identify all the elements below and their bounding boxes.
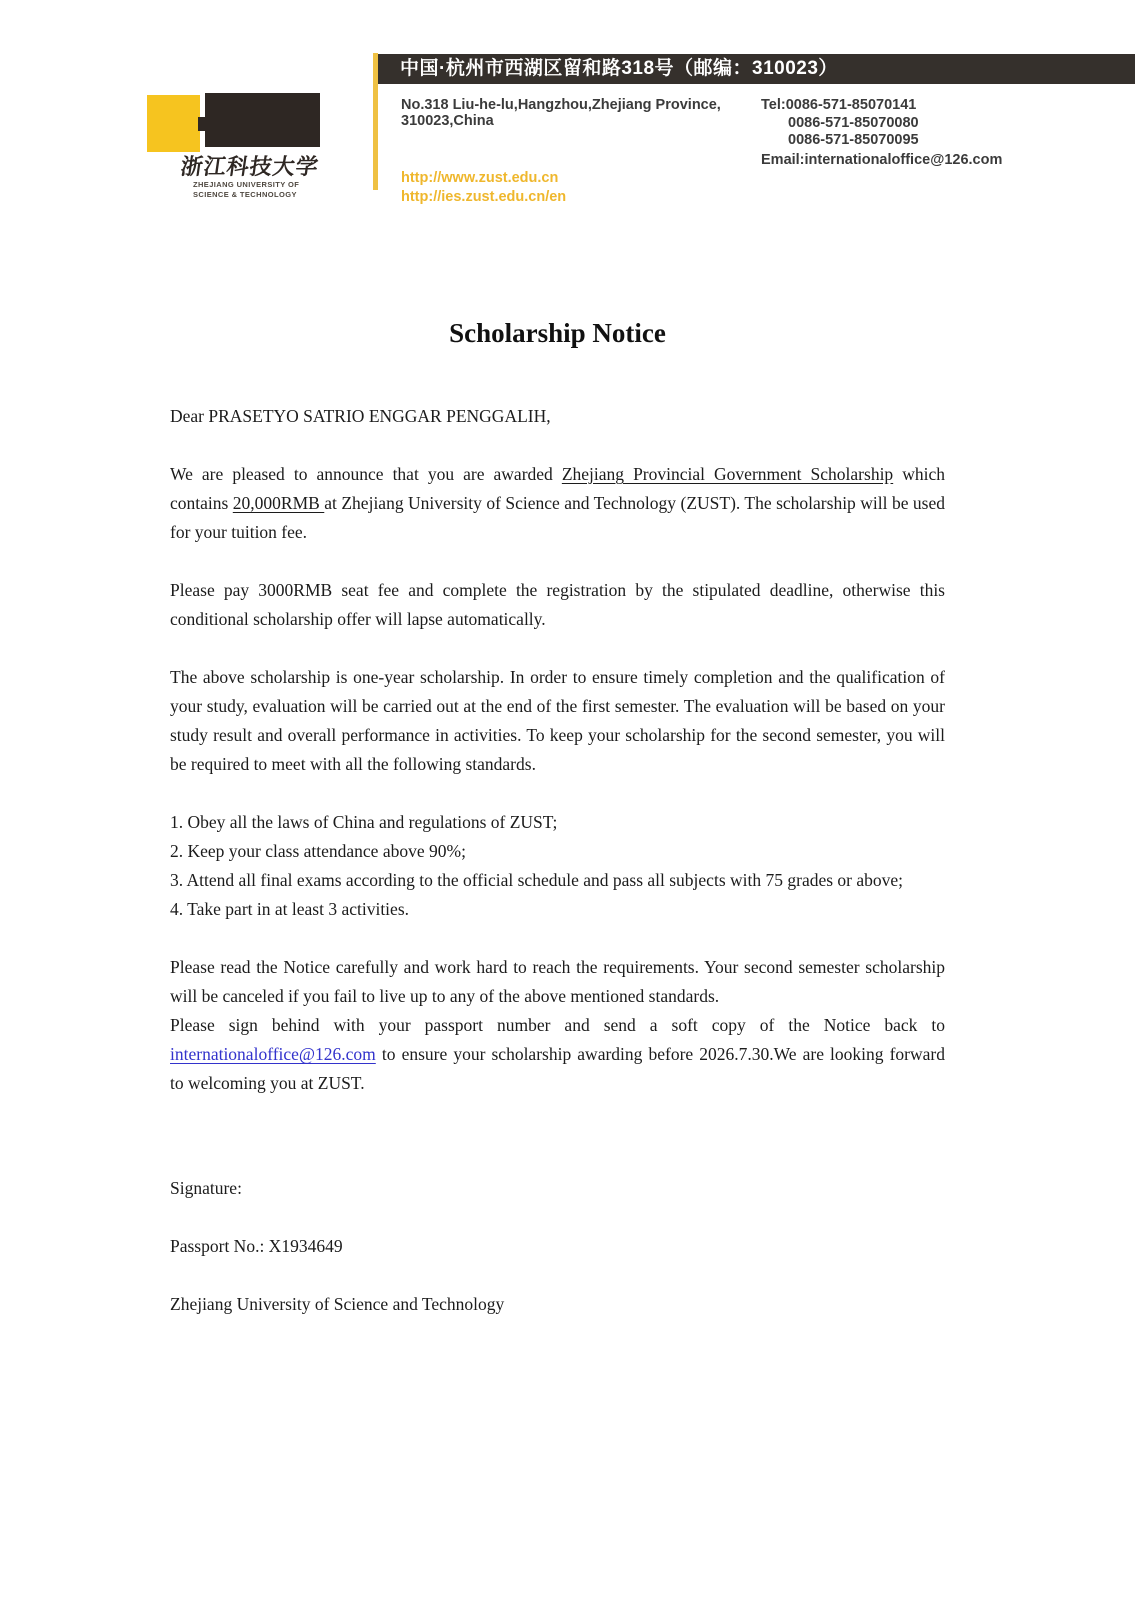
paragraph-award: [170, 460, 945, 547]
telephone-line1: Tel:0086-571-85070141: [761, 97, 917, 113]
award-text-tail: at Zhejiang University of Science and Technology (ZUST). The scholarship will be used for your tuition fee.: [170, 493, 945, 542]
university-name-english: [193, 180, 299, 199]
standard-item-2: 2. Keep your class attendance above 90%;: [170, 841, 466, 861]
english-address-line2: 310023,China: [401, 113, 494, 129]
university-name-chinese-calligraphy: 浙江科技大学: [179, 154, 321, 179]
english-address: [401, 97, 721, 129]
telephone-line3: 0086-571-85070095: [788, 132, 919, 148]
award-text-lead: We are pleased to announce that you are awarded: [170, 464, 562, 484]
paragraph-read-notice: Please read the Notice carefully and work hard to reach the requirements. Your second semester scholarship will be canceled if you fail to live up to any of the above mentioned standards.: [170, 957, 945, 1006]
university-name-english-line2: SCIENCE & TECHNOLOGY: [193, 189, 297, 199]
university-name-footer: Zhejiang University of Science and Technology: [170, 1294, 505, 1314]
logo-dark-block: [205, 93, 320, 147]
scholarship-name-underlined: Zhejiang Provincial Government Scholarship: [561, 464, 894, 484]
closing-paragraphs: [170, 953, 945, 1098]
scholarship-amount-underlined: 20,000RMB: [232, 493, 325, 513]
telephone-line2: 0086-571-85070080: [788, 114, 919, 131]
chinese-address-bar: 中国·杭州市西湖区留和路318号（邮编：310023）: [378, 54, 1135, 84]
letter-title: Scholarship Notice: [449, 318, 666, 348]
website-urls: [401, 169, 566, 207]
paragraph-seat-fee: Please pay 3000RMB seat fee and complete the registration by the stipulated deadline, otherwise this conditional scholarship offer will lapse automatically.: [170, 580, 945, 629]
passport-number: Passport No.: X1934649: [170, 1236, 343, 1256]
signature-label: Signature:: [170, 1178, 242, 1198]
standard-item-3: 3. Attend all final exams according to the official schedule and pass all subjects with 75 grades or above;: [170, 870, 904, 890]
letterhead-email: Email:internationaloffice@126.com: [761, 152, 1003, 168]
url-university-website: http://www.zust.edu.cn: [401, 170, 559, 186]
university-name-english-line1: ZHEJIANG UNIVERSITY OF: [193, 180, 300, 189]
standard-item-4: 4. Take part in at least 3 activities.: [170, 899, 410, 919]
standard-item-1: 1. Obey all the laws of China and regulations of ZUST;: [170, 812, 558, 832]
award-text-mid: which contains: [170, 464, 945, 513]
sign-text-lead: Please sign behind with your passport number and send a soft copy of the Notice back to: [170, 1015, 945, 1035]
telephone-block: [761, 97, 919, 150]
logo-yellow-block: [147, 95, 200, 152]
paragraph-sign-instruction: [170, 1011, 945, 1098]
standards-list: [170, 808, 945, 924]
sign-text-tail: to ensure your scholarship awarding before 2026.7.30.We are looking forward to welcoming you at ZUST.: [170, 1044, 945, 1093]
logo-dark-notch: [198, 117, 207, 131]
url-international-website: http://ies.zust.edu.cn/en: [401, 189, 567, 205]
english-address-line1: No.318 Liu-he-lu,Hangzhou,Zhejiang Province,: [401, 97, 721, 113]
paragraph-evaluation: The above scholarship is one-year scholarship. In order to ensure timely completion and the qualification of your study, evaluation will be carried out at the end of the first semester. The evaluation will be based on your study result and overall performance in activities. To keep your scholarship for the second semester, you will be required to meet with all the following standards.: [170, 667, 945, 774]
email-link[interactable]: internationaloffice@126.com: [170, 1044, 376, 1064]
salutation: Dear PRASETYO SATRIO ENGGAR PENGGALIH,: [170, 406, 551, 426]
letter-body: [170, 402, 945, 1319]
